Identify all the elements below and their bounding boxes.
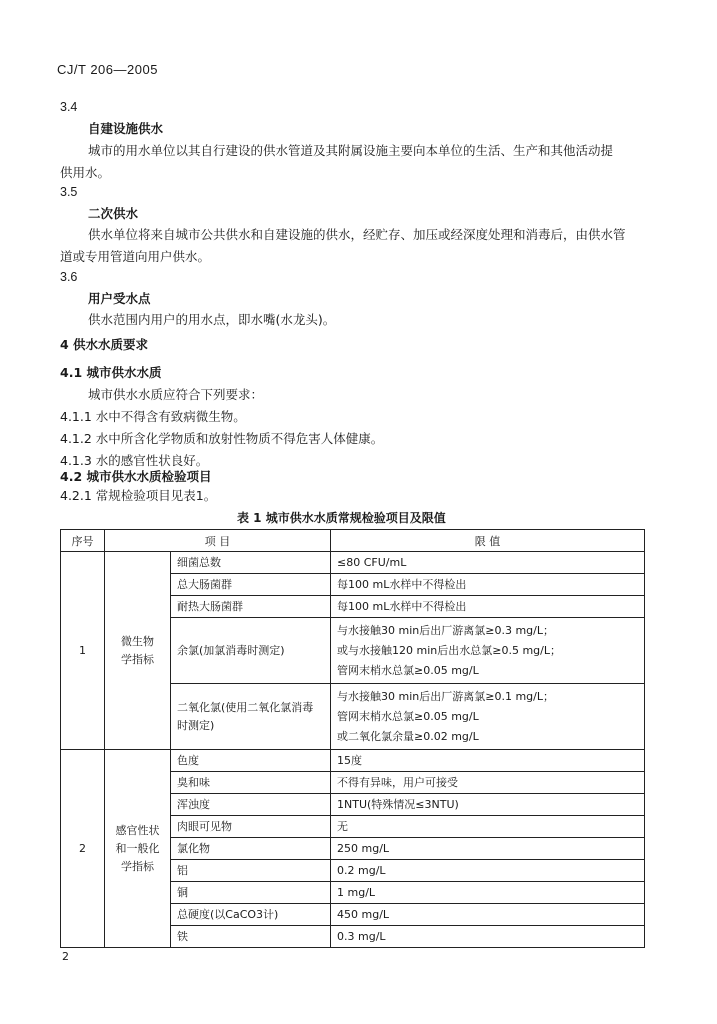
table-caption: 表 1 城市供水水质常规检验项目及限值 bbox=[237, 511, 446, 525]
item-text: 肉眼可见物 bbox=[177, 819, 232, 833]
limit-text: 或二氧化氯余量≥0.02 mg/L bbox=[337, 729, 479, 743]
limit-cell bbox=[331, 574, 645, 596]
water-quality-table bbox=[60, 529, 645, 948]
item-text: 二氧化氯(使用二氧化氯消毒 bbox=[177, 700, 314, 714]
item-cell bbox=[171, 904, 331, 926]
item-cell bbox=[171, 596, 331, 618]
item-cell bbox=[171, 618, 331, 684]
limit-text: 每100 mL水样中不得检出 bbox=[337, 599, 467, 613]
item-text: 时测定) bbox=[177, 718, 215, 732]
limit-cell bbox=[331, 750, 645, 772]
category-label-line: 学指标 bbox=[121, 859, 154, 873]
item-text: 浑浊度 bbox=[177, 797, 210, 811]
paragraph-line: 供水范围内用户的用水点，即水嘴(水龙头)。 bbox=[88, 312, 336, 327]
limit-text: 管网末梢水总氯≥0.05 mg/L bbox=[337, 709, 479, 723]
section-title: 用户受水点 bbox=[88, 291, 151, 306]
limit-text: 或与水接触120 min后出水总氯≥0.5 mg/L； bbox=[337, 643, 561, 657]
limit-cell bbox=[331, 618, 645, 684]
limit-cell bbox=[331, 882, 645, 904]
paragraph-line: 供水单位将来自城市公共供水和自建设施的供水，经贮存、加压或经深度处理和消毒后，由供水管 bbox=[88, 227, 626, 242]
limit-text: 15度 bbox=[337, 753, 362, 767]
item-text: 总硬度(以CaCO3计) bbox=[177, 907, 279, 921]
section-title: 二次供水 bbox=[88, 206, 139, 221]
item-cell bbox=[171, 552, 331, 574]
limit-text: 与水接触30 min后出厂游离氯≥0.3 mg/L； bbox=[337, 623, 554, 637]
limit-text: 与水接触30 min后出厂游离氯≥0.1 mg/L； bbox=[337, 689, 554, 703]
item-text: 铝 bbox=[177, 863, 188, 877]
item-cell bbox=[171, 816, 331, 838]
item-text: 细菌总数 bbox=[177, 555, 221, 569]
table-row bbox=[61, 552, 645, 574]
header-item: 项 目 bbox=[105, 530, 331, 552]
section-number: 3.5 bbox=[60, 185, 78, 199]
table-header-row bbox=[61, 530, 645, 552]
item-cell bbox=[171, 882, 331, 904]
section-number: 3.6 bbox=[60, 270, 78, 284]
limit-text: 250 mg/L bbox=[337, 841, 390, 855]
limit-cell bbox=[331, 772, 645, 794]
clause-item: 4.1.2 水中所含化学物质和放射性物质不得危害人体健康。 bbox=[60, 431, 384, 446]
item-cell bbox=[171, 772, 331, 794]
item-cell bbox=[171, 860, 331, 882]
limit-text: 每100 mL水样中不得检出 bbox=[337, 577, 467, 591]
limit-text: ≤80 CFU/mL bbox=[337, 555, 407, 569]
heading-4-1: 4.1 城市供水水质 bbox=[60, 365, 162, 380]
section-number: 3.4 bbox=[60, 100, 78, 114]
limit-cell bbox=[331, 552, 645, 574]
item-cell bbox=[171, 750, 331, 772]
limit-text: 不得有异味，用户可接受 bbox=[337, 775, 458, 789]
category-label-line: 学指标 bbox=[121, 652, 154, 666]
header-seq: 序号 bbox=[61, 530, 105, 552]
item-cell bbox=[171, 684, 331, 750]
item-text: 铁 bbox=[177, 929, 188, 943]
paragraph-line: 供用水。 bbox=[60, 165, 111, 180]
item-text: 耐热大肠菌群 bbox=[177, 599, 243, 613]
limit-cell bbox=[331, 860, 645, 882]
clause-item: 4.1.1 水中不得含有致病微生物。 bbox=[60, 409, 246, 424]
item-cell bbox=[171, 926, 331, 948]
seq-cell: 2 bbox=[61, 750, 105, 948]
standard-code-header: CJ/T 206—2005 bbox=[57, 62, 158, 77]
item-text: 臭和味 bbox=[177, 775, 210, 789]
category-label-line: 和一般化 bbox=[115, 841, 160, 855]
item-cell bbox=[171, 794, 331, 816]
seq-cell: 1 bbox=[61, 552, 105, 750]
limit-text: 0.3 mg/L bbox=[337, 929, 386, 943]
limit-text: 1NTU(特殊情况≤3NTU) bbox=[337, 797, 459, 811]
clause-item: 4.2.1 常规检验项目见表1。 bbox=[60, 488, 217, 503]
section-title: 自建设施供水 bbox=[88, 121, 164, 136]
limit-cell bbox=[331, 794, 645, 816]
page-number: 2 bbox=[62, 950, 69, 963]
category-label-line: 微生物 bbox=[121, 634, 154, 648]
limit-cell bbox=[331, 926, 645, 948]
item-text: 色度 bbox=[177, 753, 199, 767]
paragraph-line: 道或专用管道向用户供水。 bbox=[60, 249, 211, 264]
category-cell bbox=[105, 750, 171, 948]
limit-cell bbox=[331, 838, 645, 860]
clause-item: 4.1.3 水的感官性状良好。 bbox=[60, 453, 209, 468]
limit-cell bbox=[331, 816, 645, 838]
item-text: 氯化物 bbox=[177, 841, 210, 855]
heading-4: 4 供水水质要求 bbox=[60, 337, 149, 352]
item-text: 总大肠菌群 bbox=[177, 577, 232, 591]
item-text: 余氯(加氯消毒时测定) bbox=[177, 643, 285, 657]
limit-cell bbox=[331, 596, 645, 618]
item-text: 铜 bbox=[177, 885, 188, 899]
paragraph-line: 城市供水水质应符合下列要求： bbox=[88, 387, 264, 402]
limit-text: 0.2 mg/L bbox=[337, 863, 386, 877]
limit-cell bbox=[331, 904, 645, 926]
heading-4-2: 4.2 城市供水水质检验项目 bbox=[60, 469, 212, 484]
limit-text: 无 bbox=[337, 819, 348, 833]
limit-text: 450 mg/L bbox=[337, 907, 390, 921]
item-cell bbox=[171, 574, 331, 596]
limit-text: 管网末梢水总氯≥0.05 mg/L bbox=[337, 663, 479, 677]
category-cell bbox=[105, 552, 171, 750]
table-row bbox=[61, 750, 645, 772]
item-cell bbox=[171, 838, 331, 860]
limit-text: 1 mg/L bbox=[337, 885, 376, 899]
category-label-line: 感官性状 bbox=[115, 823, 160, 837]
header-limit: 限 值 bbox=[331, 530, 645, 552]
paragraph-line: 城市的用水单位以其自行建设的供水管道及其附属设施主要向本单位的生活、生产和其他活动提 bbox=[88, 143, 614, 158]
limit-cell bbox=[331, 684, 645, 750]
